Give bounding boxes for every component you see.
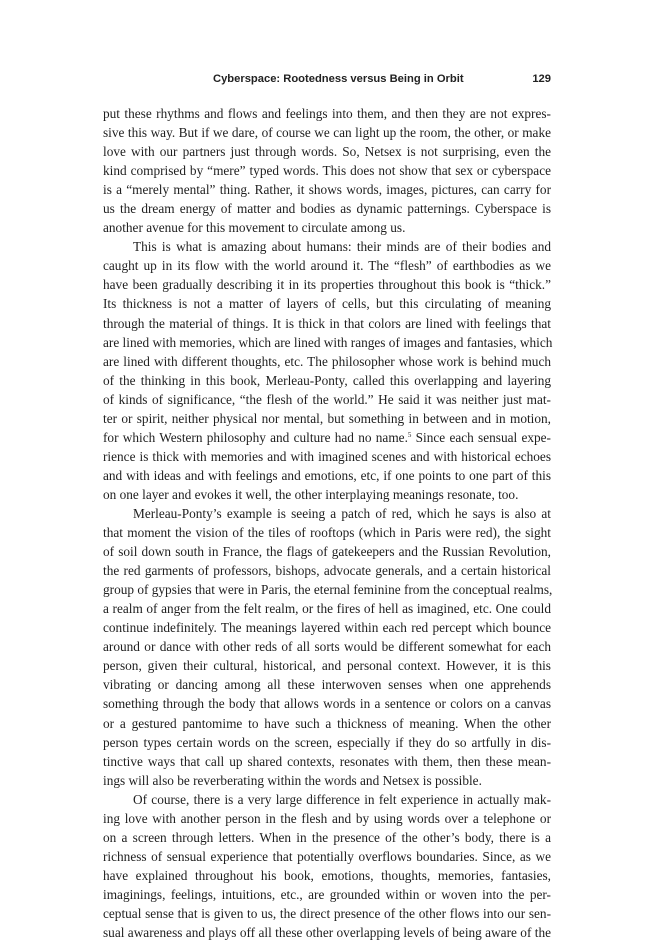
text-segment: for which Western philosophy and culture had no name.	[103, 429, 408, 445]
text-line: richness of sensual experience that potentially overflows boundaries. Since, as we	[103, 848, 551, 864]
text-line: on one layer and evokes it well, the other interplaying meanings resonate, too.	[103, 486, 519, 502]
text-line: that moment the vision of the tiles of rooftops (which in Paris were red), the sight	[103, 525, 551, 541]
text-line: Its thickness is not a matter of layers of cells, but this circulating of meaning	[103, 296, 551, 312]
text-line: of the thinking in this book, Merleau-Ponty, called this overlapping and layering	[103, 372, 551, 388]
text-line: us the dream energy of matter and bodies as dynamic patternings. Cyberspace is	[103, 201, 551, 217]
text-line: around or dance with other reds of all sorts would be different somewhat for each	[103, 639, 551, 655]
text-line: love with our partners just through words. So, Netsex is not surprising, even the	[103, 144, 551, 160]
text-line: caught up in its flow with the world around it. The “flesh” of earthbodies as we	[103, 258, 551, 274]
text-line: kind comprised by “mere” typed words. This does not show that sex or cyberspace	[103, 163, 551, 179]
text-line: ing love with another person in the flesh and by using words over a telephone or	[103, 810, 551, 826]
text-line: of soil down south in France, the flags of gatekeepers and the Russian Revolution,	[103, 544, 551, 560]
text-line: sive this way. But if we dare, of course we can light up the room, the other, or make	[103, 125, 551, 141]
text-line: or a gestured pantomime to have such a thickness of meaning. When the other	[103, 715, 551, 731]
text-line: vibrating or dancing among all these interwoven senses when one apprehends	[103, 677, 551, 693]
text-line: Merleau-Ponty’s example is seeing a patch of red, which he says is also at	[133, 505, 551, 521]
text-line: group of gypsies that were in Paris, the eternal feminine from the conceptual realms,	[103, 582, 553, 598]
text-line: Of course, there is a very large difference in felt experience in actually mak-	[133, 791, 551, 807]
text-line: have explained throughout his book, emotions, thoughts, memories, fantasies,	[103, 867, 551, 883]
page-number: 129	[532, 73, 551, 85]
text-segment: Since each sensual expe-	[411, 429, 551, 445]
text-line: is a “merely mental” thing. Rather, it shows words, images, pictures, can carry for	[103, 182, 551, 198]
text-line: on a screen through letters. When in the presence of the other’s body, there is a	[103, 829, 551, 845]
text-line: person types certain words on the screen, especially if they do so artfully in dis-	[103, 734, 551, 750]
body-text	[103, 104, 551, 942]
text-line: and with ideas and with feelings and emotions, etc, if one points to one part of this	[103, 467, 551, 483]
running-head-title: Cyberspace: Rootedness versus Being in Orbit	[213, 73, 464, 85]
text-line: are lined with different thoughts, etc. The philosopher whose work is behind much	[103, 353, 551, 369]
text-line: ings will also be reverberating within the words and Netsex is possible.	[103, 772, 482, 788]
text-line: tinctive ways that call up shared contexts, resonates with them, then these mean-	[103, 753, 551, 769]
text-line: sual awareness and plays off all these other overlapping levels of being aware of the	[103, 925, 551, 941]
footnote-marker: 5	[407, 430, 412, 439]
text-line: something through the body that allows words in a sentence or colors on a canvas	[103, 696, 551, 712]
text-line: have been gradually describing it in its properties throughout this book is “thick.”	[103, 277, 551, 293]
text-line: put these rhythms and flows and feelings into them, and then they are not expres-	[103, 106, 551, 121]
paragraph	[103, 237, 551, 504]
text-line: imaginings, feelings, intuitions, etc., are grounded within or woven into the per-	[103, 886, 551, 902]
text-line	[103, 428, 551, 447]
text-line: ter or spirit, neither physical nor mental, but something in between and in motion,	[103, 410, 551, 426]
text-line: This is what is amazing about humans: their minds are of their bodies and	[133, 239, 551, 255]
paragraph	[103, 104, 551, 237]
paragraph	[103, 790, 551, 942]
text-line: rience is thick with memories and with imagined scenes and with historical echoes	[103, 448, 551, 464]
text-line: are lined with memories, which are lined with ranges of images and fantasies, which	[103, 334, 553, 350]
text-line: person, given their cultural, historical, and personal context. However, it is this	[103, 658, 551, 674]
text-line: continue indefinitely. The meanings layered within each red percept which bounce	[103, 620, 551, 636]
text-line: ceptual sense that is given to us, the direct presence of the other flows into our sen-	[103, 905, 551, 921]
running-head	[103, 73, 551, 89]
text-line: of kinds of significance, “the flesh of the world.” He said it was neither just mat-	[103, 391, 551, 407]
text-line: a realm of anger from the felt realm, or the fires of hell as imagined, etc. One could	[103, 601, 551, 617]
paragraph	[103, 504, 551, 790]
text-line: the red garments of professors, bishops, advocate generals, and a certain historical	[103, 563, 551, 579]
text-line: another avenue for this movement to circulate among us.	[103, 220, 406, 236]
text-line: through the material of things. It is thick in that colors are lined with feelings that	[103, 315, 551, 331]
